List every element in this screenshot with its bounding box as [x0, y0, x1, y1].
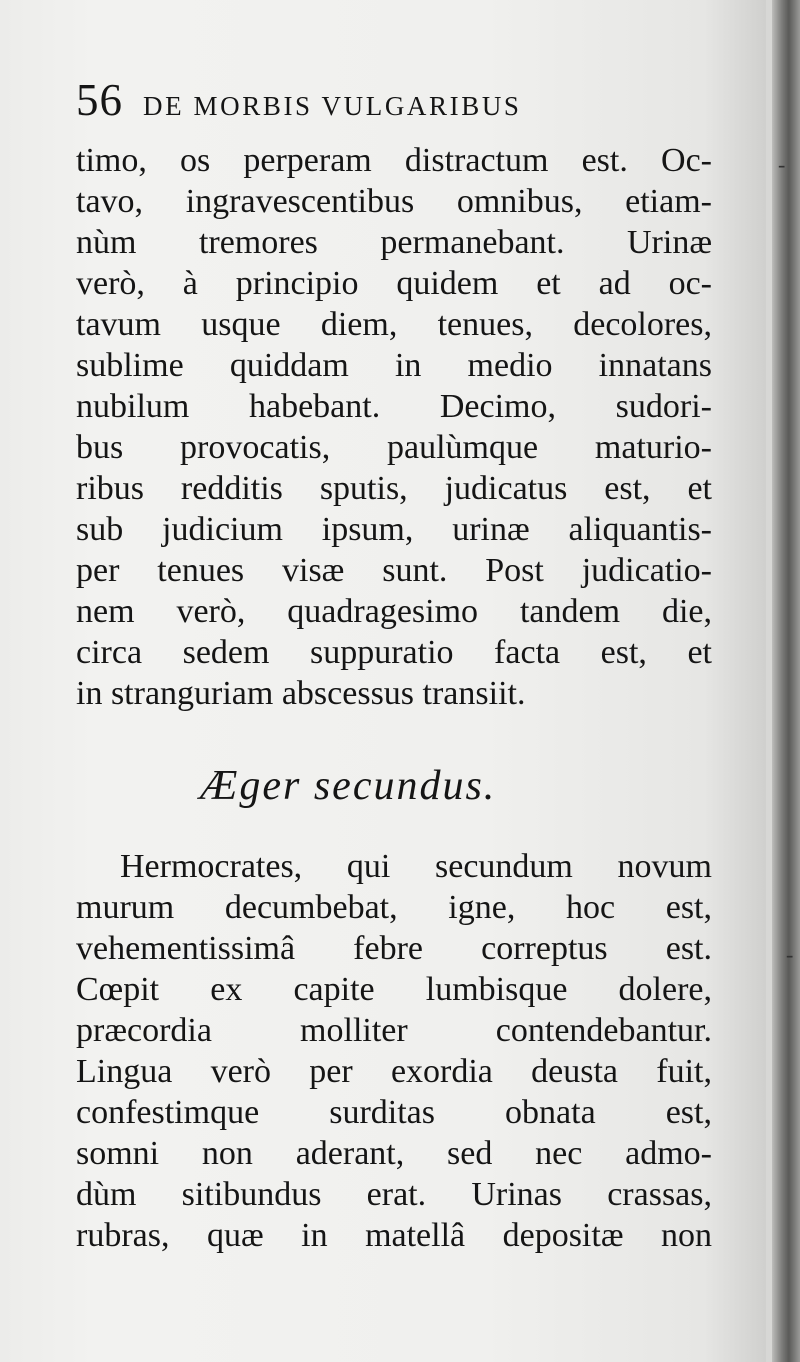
text-line: circa sedem suppuratio facta est, et — [76, 634, 712, 671]
text-line: murum decumbebat, igne, hoc est, — [76, 889, 712, 926]
text-line: rubras, quæ in matellâ depositæ non — [76, 1217, 712, 1254]
paragraph-1 — [76, 140, 712, 714]
text-line: in stranguriam abscessus transiit. — [76, 675, 526, 712]
text-line: bus provocatis, paulùmque maturio- — [76, 429, 712, 466]
text-line: sublime quiddam in medio innatans — [76, 347, 712, 384]
text-line: nem verò, quadragesimo tandem die, — [76, 593, 712, 630]
text-line: Cœpit ex capite lumbisque dolere, — [76, 971, 712, 1008]
margin-mark: - — [778, 152, 786, 177]
text-line: confestimque surditas obnata est, — [76, 1094, 712, 1131]
text-line: verò, à principio quidem et ad oc- — [76, 265, 712, 302]
page-header — [76, 74, 716, 124]
text-line: nubilum habebant. Decimo, sudori- — [76, 388, 712, 425]
section-heading: Æger secundus. — [200, 763, 497, 809]
running-head: DE MORBIS VULGARIBUS — [143, 91, 522, 121]
text-line: tavum usque diem, tenues, decolores, — [76, 306, 712, 343]
page-edge-shadow — [772, 0, 800, 1362]
text-line: præcordia molliter contendebantur. — [76, 1012, 712, 1049]
text-line: Lingua verò per exordia deusta fuit, — [76, 1053, 712, 1090]
text-line: somni non aderant, sed nec admo- — [76, 1135, 712, 1172]
page-number: 56 — [76, 75, 123, 125]
text-line: per tenues visæ sunt. Post judicatio- — [76, 552, 712, 589]
margin-mark: - — [786, 942, 794, 967]
text-line: nùm tremores permanebant. Urinæ — [76, 224, 712, 261]
paragraph-2 — [76, 846, 712, 1256]
text-line: sub judicium ipsum, urinæ aliquantis- — [76, 511, 712, 548]
text-line: dùm sitibundus erat. Urinas crassas, — [76, 1176, 712, 1213]
text-line: ribus redditis sputis, judicatus est, et — [76, 470, 712, 507]
text-line: vehementissimâ febre correptus est. — [76, 930, 712, 967]
text-line: timo, os perperam distractum est. Oc- — [76, 142, 712, 179]
text-line: Hermocrates, qui secundum novum — [120, 848, 712, 885]
text-line: tavo, ingravescentibus omnibus, etiam- — [76, 183, 712, 220]
